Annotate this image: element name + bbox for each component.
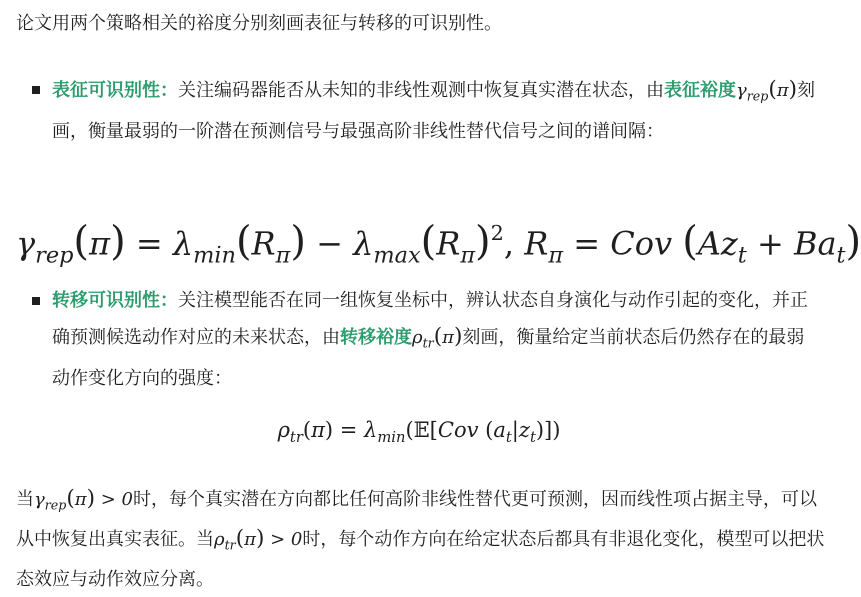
representation-text-a: 关注编码器能否从未知的非线性观测中恢复真实潜在状态，由 [178,80,664,101]
representation-heading: 表征可识别性： [52,80,178,101]
rho-tr-inline: $\rho_{tr}(\pi)$ [412,324,463,351]
transition-heading: 转移可识别性： [52,290,178,311]
transition-margin-equation: $\rho_{tr}(\pi)$ = $\lambda_{min}(𝔼[Cov$ $(a_t|z_t)$]) [277,418,561,447]
list-item-transition [32,283,822,397]
transition-text-a: 关注模型能否在同一组恢复坐标中，辨认状态自身演化与动作引起的变化，并正确预测候选动作对应的未来状态，由 [52,290,808,348]
conclusion-paragraph: 当$\gamma_{rep}(\pi) > 0$时，每个真实潜在方向都比任何高阶非线性替代更可预测，因而线性项占据主导，可以从中恢复出真实表征。当$\rho_{tr}(\pi) > 0$时，每个动作方向在给定状态后都具有非退化变化，模型可以把状态效应与动作效应分离。 [16,486,825,590]
intro-paragraph: 论文用两个策略相关的裕度分别刻画表征与转移的可识别性。 [16,13,502,34]
representation-margin-term: 表征裕度 [664,80,736,101]
representation-text-b: 刻画，衡量最弱的一阶潜在预测信号与最强高阶非线性替代信号之间的谱间隔： [52,80,816,143]
list-item-representation [32,72,822,150]
representation-margin-equation: $\gamma_{rep}(\pi) = \lambda_{min}(R_\pi) - \lambda_{max}(R_\pi)^2$, $R_\pi$ = Cov $(Az_t + Ba_t)$ [16,218,861,269]
gamma-rep-inline: $\gamma_{rep}(\pi)$ [736,77,798,104]
transition-margin-term: 转移裕度 [340,327,412,348]
bullet-icon [32,297,40,305]
rho-condition: $\rho_{tr}(\pi) > 0$ [214,526,303,553]
bullet-icon [32,86,40,94]
transition-text-b: 刻画，衡量给定当前状态后仍然存在的最弱动作变化方向的强度： [52,327,805,390]
gamma-condition: $\gamma_{rep}(\pi) > 0$ [34,486,134,513]
